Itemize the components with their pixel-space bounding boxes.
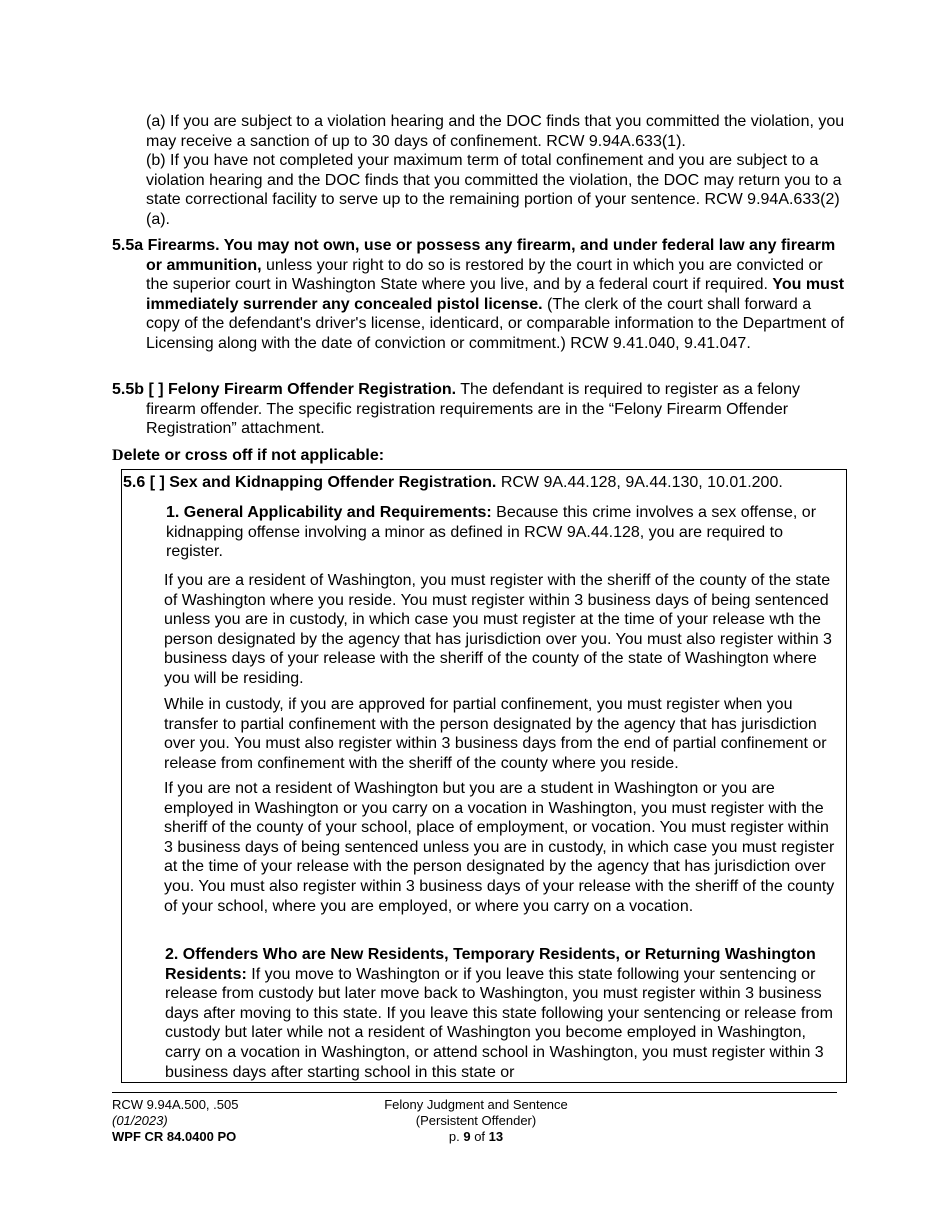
section-5-5a-firearms <box>112 236 846 354</box>
new-residents-paragraph <box>165 945 841 1082</box>
firearms-surrender-notice: You must immediately surrender any concealed pistol license. <box>146 276 845 313</box>
non-resident-paragraph: If you are not a resident of Washington but you are a student in Washington or you are employed in Washington or you carry on a vocation in Washington, you must register with the sheriff of the county of your school, place of employment, or vocation. You must register within 3 business days of being sentenced unless you are in custody, in which case you must register at the time of your release with the person designated by the agency that has jurisdiction over you. You must also register within 3 business days of your release with the sheriff of the county of your school, where you are employed, or where you carry on a vocation. <box>164 780 835 915</box>
custody-paragraph: While in custody, if you are approved for partial confinement, you must register when you transfer to partial confinement with the person designated by the agency that has jurisdiction over you. You must also register within 3 business days from the end of partial confinement or release from confinement with the sheriff of the county where you reside. <box>164 696 827 772</box>
footer-rcw: RCW 9.94A.500, .505 <box>112 1097 239 1112</box>
sex-offender-registration-rcw: RCW 9A.44.128, 9A.44.130, 10.01.200. <box>496 474 783 491</box>
delete-if-not-applicable-note: Delete or cross off if not applicable: <box>112 447 385 464</box>
footer-date: (01/2023) <box>112 1113 168 1128</box>
footer-divider <box>112 1092 837 1093</box>
general-applicability-heading: 1. General Applicability and Requirements: <box>166 504 492 521</box>
new-residents-heading: 2. Offenders Who are New Residents, Temporary Residents, or Returning Washington Residents: <box>165 946 816 983</box>
violation-paragraph-a: (a) If you are subject to a violation hearing and the DOC finds that you committed the violation, you may receive a sanction of up to 30 days of confinement. RCW 9.94A.633(1). <box>146 113 845 150</box>
footer-title: Felony Judgment and Sentence <box>384 1097 568 1112</box>
general-applicability-text: Because this crime involves a sex offense, or kidnapping offense involving a minor as defined in RCW 9A.44.128, you are required to register. <box>166 504 817 561</box>
footer-subtitle: (Persistent Offender) <box>415 1113 537 1128</box>
footer-form-number: WPF CR 84.0400 PO <box>112 1129 237 1144</box>
general-applicability-paragraph <box>166 503 841 562</box>
section-5-6-heading <box>123 473 843 493</box>
new-residents-text: If you move to Washington or if you leave this state following your sentencing or release from custody but later move back to Washington, you must register within 3 business days after moving to this state. If you leave this state following your sentencing or release from custody but later while not a resident of Washington you become employed in Washington, carry on a vocation in Washington, or attend school in Washington, you must register within 3 business days after starting school in this state or <box>165 965 833 1081</box>
firearms-text-2: (The clerk of the court shall forward a copy of the defendant's driver's license, identicard, or comparable information to the Department of Licensing along with the date of conviction or commitment.) RCW 9.41.040, 9.41.047. <box>146 295 845 352</box>
firearms-text-1: unless your right to do so is restored by the court in which you are convicted or the superior court in Washington State where you live, and by a federal court if required. <box>146 256 823 294</box>
firearms-heading: 5.5a Firearms. You may not own, use or possess any firearm, and under federal law any firearm or ammunition, <box>112 237 836 274</box>
section-5-6-box <box>121 469 847 1083</box>
felony-firearm-heading: 5.5b [ ] Felony Firearm Offender Registration. <box>112 381 457 398</box>
footer-page-number: p. 9 of 13 <box>448 1129 504 1144</box>
resident-paragraph: If you are a resident of Washington, you must register with the sheriff of the county of the state of Washington where you reside. You must register within 3 business days of being sentenced unless you are in custody, in which case you must register at the time of your release wth the person designated by the agency that has jurisdiction over you. You must also register within 3 business days of your release with the sheriff of the county of the state of Washington where you will be residing. <box>164 572 832 687</box>
violation-paragraph-b: (b) If you have not completed your maximum term of total confinement and you are subject to a violation hearing and the DOC finds that you committed the violation, the DOC may return you to a state correctional facility to serve up to the remaining portion of your sentence. RCW 9.94A.633(2)(a). <box>146 152 842 228</box>
felony-firearm-text: The defendant is required to register as a felony firearm offender. The specific registration requirements are in the “Felony Firearm Offender Registration” attachment. <box>146 381 800 438</box>
section-5-5b-felony-firearm-registration <box>112 380 846 439</box>
sex-offender-registration-heading: 5.6 [ ] Sex and Kidnapping Offender Registration. <box>123 474 497 491</box>
